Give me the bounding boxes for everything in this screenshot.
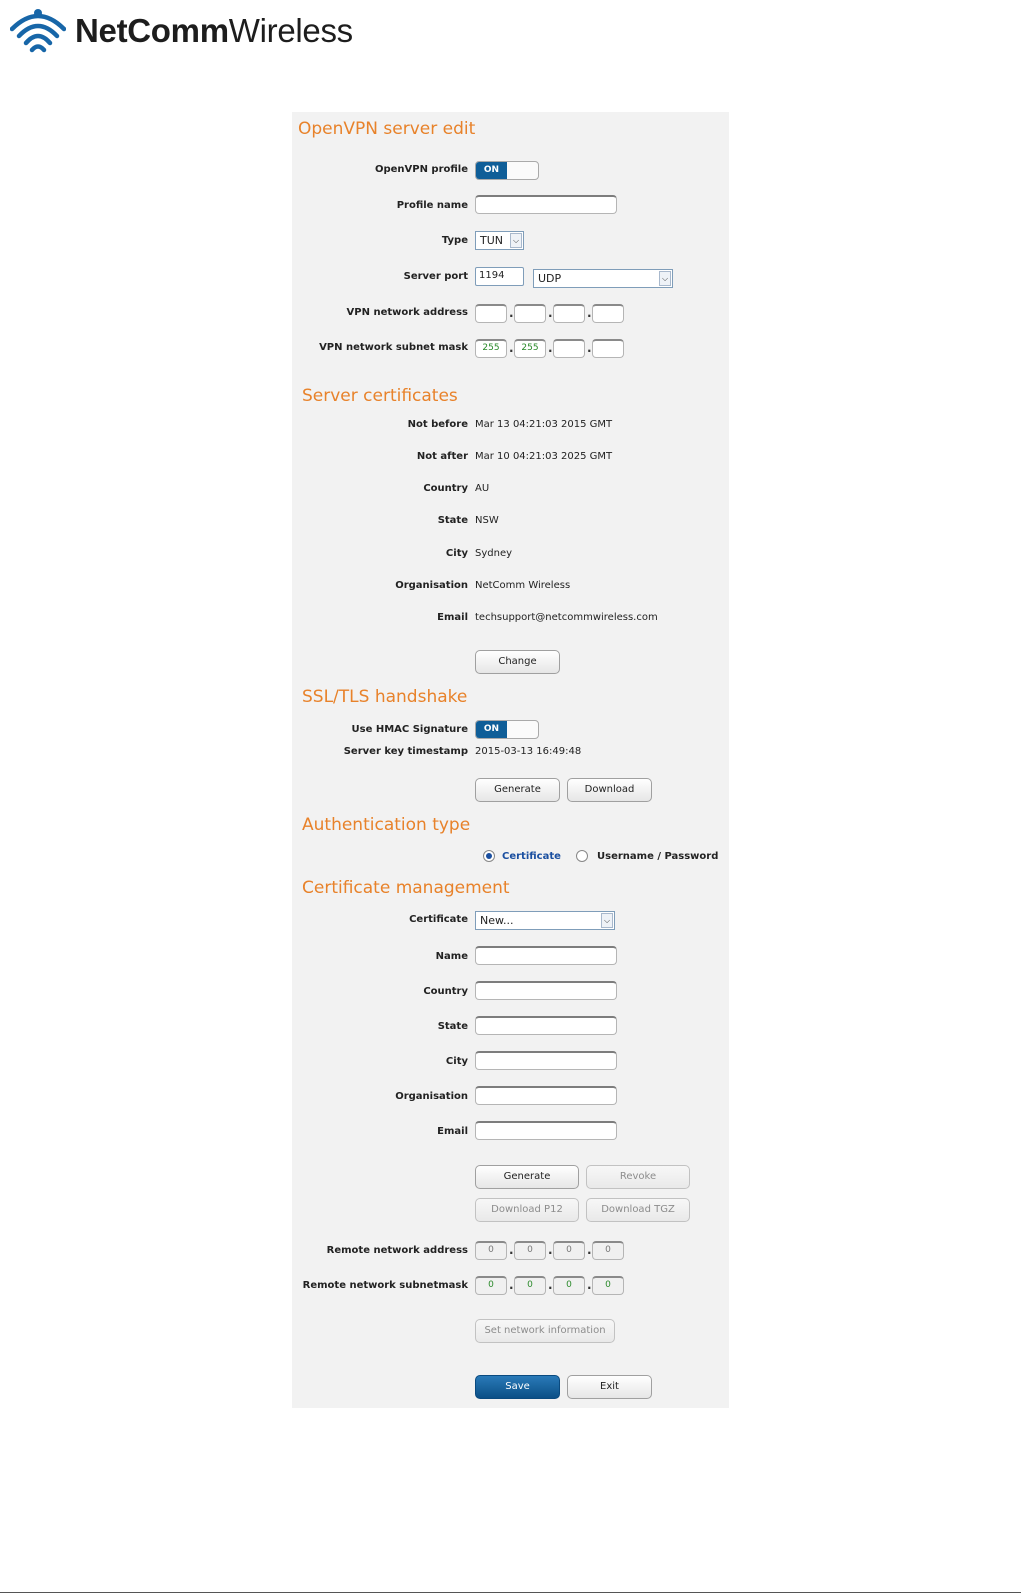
download-p12-button[interactable]: Download P12 [475, 1198, 579, 1222]
not-before-label: Not before [407, 419, 468, 430]
vpn-address-octet-4[interactable] [592, 304, 624, 323]
toggle-on-label: ON [476, 162, 507, 179]
certificate-label: Certificate [409, 914, 468, 925]
city-value: Sydney [475, 548, 513, 559]
openvpn-profile-label: OpenVPN profile [374, 164, 468, 175]
wifi-logo-icon [10, 7, 66, 57]
brand-logo [10, 6, 353, 58]
chevron-down-icon: ⌵ [510, 233, 522, 248]
type-select[interactable]: TUN ⌵ [475, 231, 524, 250]
hmac-signature-toggle[interactable] [475, 720, 539, 739]
vpn-mask-octet-3[interactable] [553, 339, 585, 358]
octet-separator: . [548, 1278, 553, 1292]
not-after-value: Mar 10 04:21:03 2025 GMT [475, 451, 613, 462]
remote-network-subnetmask-label: Remote network subnetmask [302, 1280, 468, 1291]
email-value: techsupport@netcommwireless.com [475, 612, 658, 623]
cert-email-label: Email [437, 1126, 468, 1137]
organisation-value: NetComm Wireless [475, 580, 571, 591]
cert-country-label: Country [423, 986, 468, 997]
remote-mask-octet-3[interactable]: 0 [553, 1276, 585, 1295]
page-bottom-divider [0, 1592, 1021, 1593]
organisation-label: Organisation [395, 580, 468, 591]
chevron-down-icon: ⌵ [659, 271, 671, 286]
type-label: Type [441, 235, 468, 246]
remote-mask-octet-4[interactable]: 0 [592, 1276, 624, 1295]
remote-address-octet-3[interactable]: 0 [553, 1241, 585, 1260]
remote-address-octet-4[interactable]: 0 [592, 1241, 624, 1260]
vpn-address-octet-3[interactable] [553, 304, 585, 323]
not-before-value: Mar 13 04:21:03 2015 GMT [475, 419, 613, 430]
vpn-address-octet-2[interactable] [514, 304, 546, 323]
ssl-generate-button[interactable]: Generate [475, 778, 560, 802]
octet-separator: . [509, 1243, 514, 1257]
remote-network-address-label: Remote network address [326, 1245, 468, 1256]
octet-separator: . [509, 1278, 514, 1292]
auth-certificate-label[interactable]: Certificate [502, 851, 561, 862]
cert-state-label: State [437, 1021, 468, 1032]
profile-name-label: Profile name [396, 200, 468, 211]
protocol-select[interactable]: UDP ⌵ [533, 269, 673, 288]
server-port-label: Server port [403, 271, 468, 282]
cert-name-label: Name [435, 951, 468, 962]
set-network-information-button[interactable]: Set network information [475, 1319, 615, 1343]
state-label: State [437, 515, 468, 526]
vpn-mask-octet-2[interactable]: 255 [514, 339, 546, 358]
remote-address-octet-1[interactable]: 0 [475, 1241, 507, 1260]
country-value: AU [475, 483, 490, 494]
vpn-mask-octet-1[interactable]: 255 [475, 339, 507, 358]
octet-separator: . [587, 306, 592, 320]
cert-revoke-button[interactable]: Revoke [586, 1165, 690, 1189]
server-key-timestamp-value: 2015-03-13 16:49:48 [475, 746, 582, 757]
vpn-address-octet-1[interactable] [475, 304, 507, 323]
exit-button[interactable]: Exit [567, 1375, 652, 1399]
cert-city-input[interactable] [475, 1051, 617, 1070]
cert-country-input[interactable] [475, 981, 617, 1000]
remote-mask-octet-1[interactable]: 0 [475, 1276, 507, 1295]
cert-email-input[interactable] [475, 1121, 617, 1140]
not-after-label: Not after [416, 451, 468, 462]
profile-name-input[interactable] [475, 195, 617, 214]
auth-userpass-radio[interactable] [576, 850, 588, 862]
chevron-down-icon: ⌵ [601, 913, 613, 928]
city-label: City [445, 548, 468, 559]
section-heading-openvpn: OpenVPN server edit [298, 119, 476, 139]
hmac-signature-label: Use HMAC Signature [351, 724, 468, 735]
server-port-input[interactable]: 1194 [475, 267, 524, 286]
remote-address-octet-2[interactable]: 0 [514, 1241, 546, 1260]
cert-generate-button[interactable]: Generate [475, 1165, 579, 1189]
email-label: Email [437, 612, 468, 623]
openvpn-server-panel [292, 112, 729, 1408]
cert-state-input[interactable] [475, 1016, 617, 1035]
cert-organisation-input[interactable] [475, 1086, 617, 1105]
section-heading-authentication: Authentication type [302, 815, 471, 835]
download-tgz-button[interactable]: Download TGZ [586, 1198, 690, 1222]
octet-separator: . [509, 341, 514, 355]
vpn-network-address-label: VPN network address [346, 307, 468, 318]
octet-separator: . [548, 306, 553, 320]
remote-mask-octet-2[interactable]: 0 [514, 1276, 546, 1295]
country-label: Country [423, 483, 468, 494]
cert-organisation-label: Organisation [395, 1091, 468, 1102]
ssl-download-button[interactable]: Download [567, 778, 652, 802]
change-button[interactable]: Change [475, 650, 560, 674]
openvpn-profile-toggle[interactable] [475, 161, 539, 180]
certificate-select[interactable]: New... ⌵ [475, 911, 615, 930]
octet-separator: . [509, 306, 514, 320]
state-value: NSW [475, 515, 499, 526]
server-key-timestamp-label: Server key timestamp [343, 746, 468, 757]
cert-city-label: City [445, 1056, 468, 1067]
section-heading-server-certificates: Server certificates [302, 386, 458, 406]
vpn-subnet-mask-label: VPN network subnet mask [319, 342, 468, 353]
octet-separator: . [548, 341, 553, 355]
toggle-on-label: ON [476, 721, 507, 738]
vpn-mask-octet-4[interactable] [592, 339, 624, 358]
auth-userpass-label[interactable]: Username / Password [597, 851, 719, 862]
brand-name: NetCommWireless [75, 11, 353, 49]
auth-certificate-radio[interactable] [483, 850, 495, 862]
octet-separator: . [587, 1243, 592, 1257]
section-heading-certificate-management: Certificate management [302, 878, 510, 898]
save-button[interactable]: Save [475, 1375, 560, 1399]
cert-name-input[interactable] [475, 946, 617, 965]
octet-separator: . [587, 341, 592, 355]
section-heading-ssl-tls: SSL/TLS handshake [302, 687, 468, 707]
octet-separator: . [587, 1278, 592, 1292]
octet-separator: . [548, 1243, 553, 1257]
